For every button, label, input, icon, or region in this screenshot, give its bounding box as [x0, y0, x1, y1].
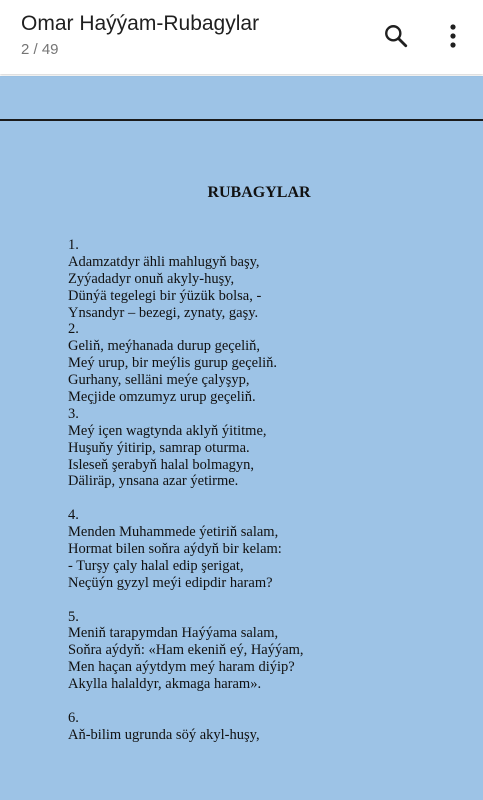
- poem-line: Hormat bilen soňra aýdyň bir kelam:: [68, 541, 282, 558]
- poem-line: Meý urup, bir meýlis gurup geçeliň.: [68, 355, 277, 372]
- poem-line: 6.: [68, 709, 79, 726]
- poem-line: Zyýadadyr onuň akyly-huşy,: [68, 270, 235, 287]
- search-button[interactable]: [374, 14, 418, 58]
- poem-line: Soňra aýdyň: «Ham ekeniň eý, Haýýam,: [68, 642, 304, 659]
- document-heading: RUBAGYLAR: [207, 184, 311, 201]
- blank-line: [68, 490, 304, 507]
- page-header-rule: [0, 119, 483, 121]
- poem-line: Geliň, meýhanada durup geçeliň,: [68, 338, 261, 355]
- poem-line: Meniň tarapymdan Haýýama salam,: [68, 625, 279, 642]
- blank-line: [68, 592, 304, 609]
- poem-line: Menden Muhammede ýetiriň salam,: [68, 524, 279, 541]
- poem-line: - Turşy çaly halal edip şerigat,: [68, 557, 244, 574]
- document-page[interactable]: [0, 76, 483, 800]
- poem-line: Meý içen wagtynda aklyň ýititme,: [68, 422, 267, 439]
- poem-line: Men haçan aýytdym meý haram diýip?: [68, 659, 295, 676]
- poem-line: Isleseň şerabyň halal bolmagyn,: [68, 456, 255, 473]
- poem-text: [68, 237, 304, 744]
- poem-line: Ynsandyr – bezegi, zynaty, gaşy.: [68, 304, 259, 321]
- poem-line: 5.: [68, 608, 79, 625]
- poem-line: Aň-bilim ugrunda söý akyl-huşy,: [68, 726, 260, 743]
- document-title: Omar Haýýam-Rubagylar: [21, 12, 260, 35]
- poem-line: Akylla halaldyr, akmaga haram».: [68, 676, 262, 693]
- poem-line: Adamzatdyr ähli mahlugyň başy,: [68, 253, 260, 270]
- more-options-button[interactable]: [431, 14, 475, 58]
- poem-line: 4.: [68, 507, 79, 524]
- search-icon: [383, 23, 409, 49]
- poem-line: Däliräp, ynsana azar ýetirme.: [68, 473, 239, 490]
- poem-line: 1.: [68, 237, 79, 253]
- poem-line: 3.: [68, 405, 79, 422]
- poem-line: Huşuňy ýitirip, samrap oturma.: [68, 439, 250, 456]
- poem-line: 2.: [68, 321, 79, 338]
- blank-line: [68, 693, 304, 710]
- poem-line: Neçüýn gyzyl meýi edipdir haram?: [68, 574, 273, 591]
- app-bar: [0, 0, 483, 74]
- more-vertical-icon: [448, 23, 458, 49]
- poem-line: Meçjide omzumyz urup geçeliň.: [68, 389, 256, 406]
- poem-line: Gurhany, selläni meýe çalyşyp,: [68, 372, 250, 389]
- page-counter: 2 / 49: [21, 41, 59, 58]
- poem-line: Dünýä tegelegi bir ýüzük bolsa, -: [68, 287, 262, 304]
